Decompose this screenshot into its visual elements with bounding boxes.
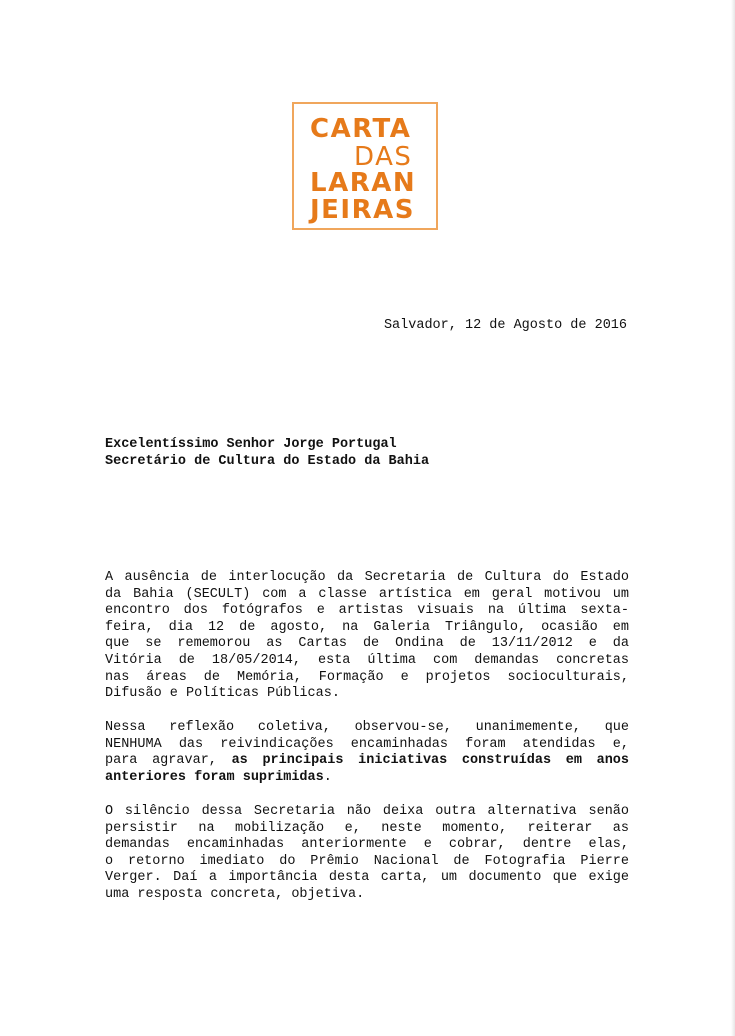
paragraph-2-line: [105, 770, 629, 787]
carta-das-laranjeiras-logo: [292, 102, 438, 230]
paragraph-2-emphasis: anteriores foram suprimidas: [105, 769, 324, 785]
paragraph-1-line: Difusão e Políticas Públicas.: [105, 686, 340, 702]
paragraph-2: [105, 720, 629, 786]
paragraph-3-line: demandas encaminhadas anteriormente e cobrar, dentre elas,: [105, 837, 629, 853]
paragraph-2-line: Nessa reflexão coletiva, observou-se, unanimemente, que: [105, 720, 629, 735]
addressee-block: [105, 436, 429, 470]
paragraph-2-emphasis: as principais iniciativas construídas em anos: [231, 753, 630, 769]
logo-word-laran: LARAN: [310, 168, 417, 198]
paragraph-3-line: O silêncio dessa Secretaria não deixa outra alternativa senão: [105, 804, 629, 819]
paragraph-3-line: o retorno imediato do Prêmio Nacional de Fotografia Pierre: [105, 853, 629, 869]
page-edge-shadow: [731, 0, 735, 1036]
paragraph-1-line: A ausência de interlocução da Secretaria de Cultura do Estado: [105, 570, 629, 585]
paragraph-3: [105, 804, 629, 904]
paragraph-3-line: persistir na mobilização e, neste momento, reiterar as: [105, 820, 629, 836]
paragraph-1-line: feira, dia 12 de agosto, na Galeria Triângulo, ocasião em: [105, 619, 629, 635]
paragraph-3-line: Verger. Daí a importância desta carta, um documento que exige: [105, 870, 629, 886]
addressee-title: Secretário de Cultura do Estado da Bahia: [105, 454, 430, 469]
addressee-name: Excelentíssimo Senhor Jorge Portugal: [105, 437, 397, 452]
paragraph-2-line: [105, 753, 629, 770]
paragraph-2-line: NENHUMA das reivindicações encaminhadas foram atendidas e,: [105, 736, 629, 752]
paragraph-3-line: uma resposta concreta, objetiva.: [105, 886, 365, 902]
paragraph-1-line: que se rememorou as Cartas de Ondina de 13/11/2012 e da: [105, 636, 629, 652]
paragraph-1-line: nas áreas de Memória, Formação e projetos socioculturais,: [105, 669, 629, 685]
paragraph-1: [105, 570, 629, 703]
logo-word-jeiras: JEIRAS: [310, 195, 415, 225]
paragraph-1-line: da Bahia (SECULT) com a classe artística em geral motivou um: [105, 586, 629, 602]
logo-word-das: DAS: [354, 142, 413, 172]
paragraph-2-text: para agravar,: [105, 753, 232, 769]
letter-date: Salvador, 12 de Agosto de 2016: [383, 318, 627, 333]
paragraph-2-text: .: [323, 769, 332, 785]
paragraph-1-line: encontro dos fotógrafos e artistas visuais na última sexta-: [105, 603, 629, 619]
logo-word-carta: CARTA: [310, 114, 412, 144]
paragraph-1-line: Vitória de 18/05/2014, esta última com demandas concretas: [105, 652, 629, 668]
